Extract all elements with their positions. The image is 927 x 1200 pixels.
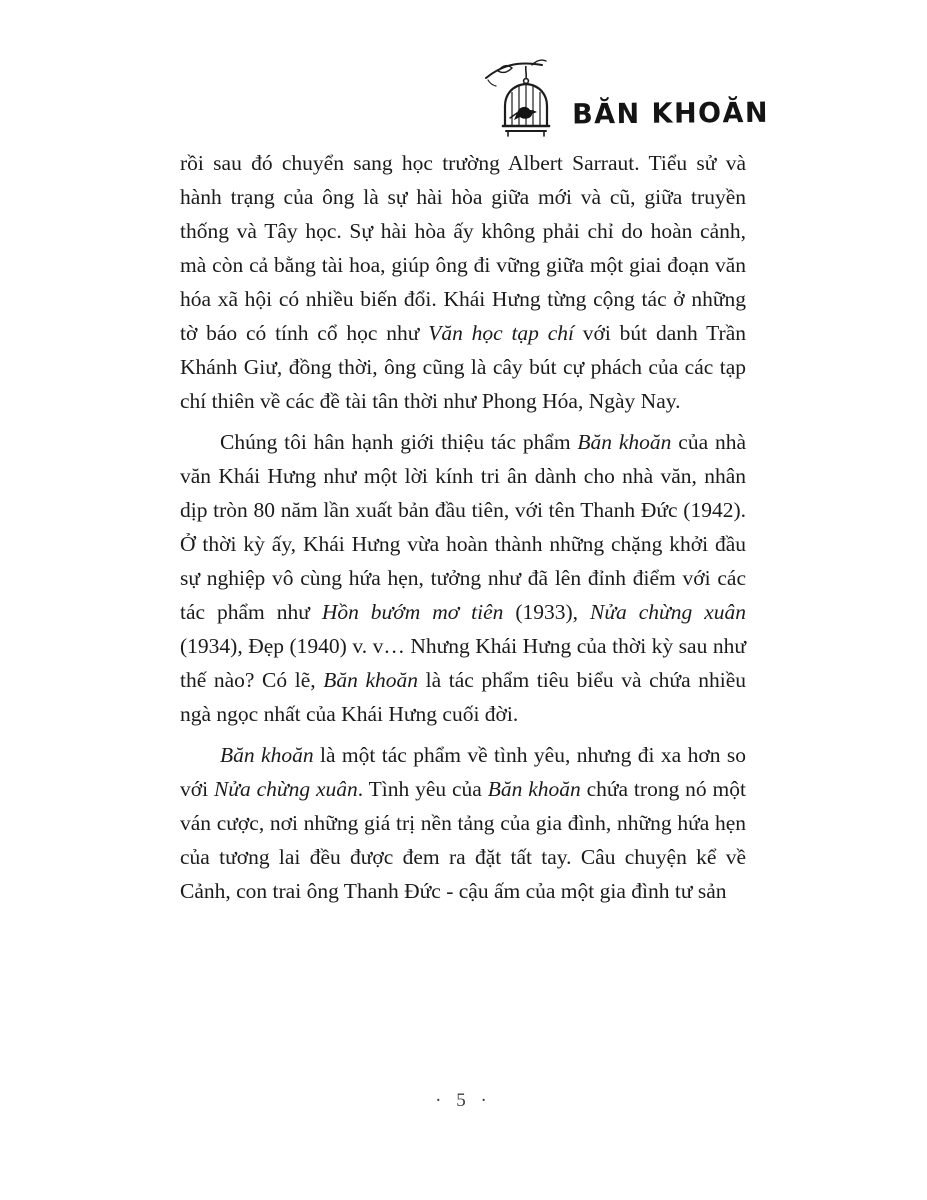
text-run: chứa trong nó một ván cược, nơi những giá trị nền tảng của gia đình, những hứa hẹn của tương lai đều được đem ra đặt tất tay. Câu chuyện kể về Cảnh, con trai ông Thanh Đức - cậu ấm của một gia đình tư sản <box>180 777 746 903</box>
text-run: với bút danh Trần Khánh Giư, đồng thời, ông cũng là cây bút cự phách của các tạp chí thiên về các đề tài tân thời như Phong Hóa, Ngày Nay. <box>180 321 746 413</box>
paragraph <box>180 425 746 731</box>
text-run: (1934), Đẹp (1940) v. v… Nhưng Khái Hưng của thời kỳ sau như thế nào? Có lẽ, <box>180 634 746 692</box>
text-run: Băn khoăn <box>487 777 581 801</box>
text-run: (1933), <box>503 600 590 624</box>
text-run: là một tác phẩm về tình yêu, nhưng đi xa hơn so với <box>180 743 746 801</box>
text-run: Nửa chừng xuân <box>213 777 358 801</box>
text-run: Văn học tạp chí <box>428 321 574 345</box>
text-run: rồi sau đó chuyển sang học trường Albert Sarraut. Tiểu sử và hành trạng của ông là sự hài hòa giữa mới và cũ, giữa truyền thống và Tây học. Sự hài hòa ấy không phải chỉ do hoàn cảnh, mà còn cả bằng tài hoa, giúp ông đi vững giữa một giai đoạn văn hóa xã hội có nhiều biến đổi. Khái Hưng từng cộng tác ở những tờ báo có tính cổ học như <box>180 151 746 345</box>
text-run: . Tình yêu của <box>357 777 488 801</box>
text-run: là tác phẩm tiêu biểu và chứa nhiều ngà ngọc nhất của Khái Hưng cuối đời. <box>180 668 746 726</box>
text-run: Băn khoăn <box>220 743 314 767</box>
paragraph <box>180 738 746 908</box>
text-run: Chúng tôi hân hạnh giới thiệu tác phẩm <box>220 430 578 454</box>
text-run: Băn khoăn <box>323 668 419 692</box>
text-run: Nửa chừng xuân <box>589 600 746 624</box>
page-body <box>180 146 746 908</box>
paragraph <box>180 146 746 418</box>
body-paragraphs <box>180 146 746 908</box>
text-run: Hồn bướm mơ tiên <box>321 600 504 624</box>
chapter-header-logo <box>484 56 769 144</box>
birdcage-icon <box>484 56 562 144</box>
text-run: Băn khoăn <box>577 430 672 454</box>
book-title-lettering: BĂN KHOĂN <box>572 96 770 131</box>
text-run: của nhà văn Khái Hưng như một lời kính tri ân dành cho nhà văn, nhân dịp tròn 80 năm lần xuất bản đầu tiên, với tên Thanh Đức (1942). Ở thời kỳ ấy, Khái Hưng vừa hoàn thành những chặng khởi đầu sự nghiệp vô cùng hứa hẹn, tưởng như đã lên đỉnh điểm với các tác phẩm như <box>180 430 746 624</box>
page-number: · 5 · <box>435 1090 492 1111</box>
